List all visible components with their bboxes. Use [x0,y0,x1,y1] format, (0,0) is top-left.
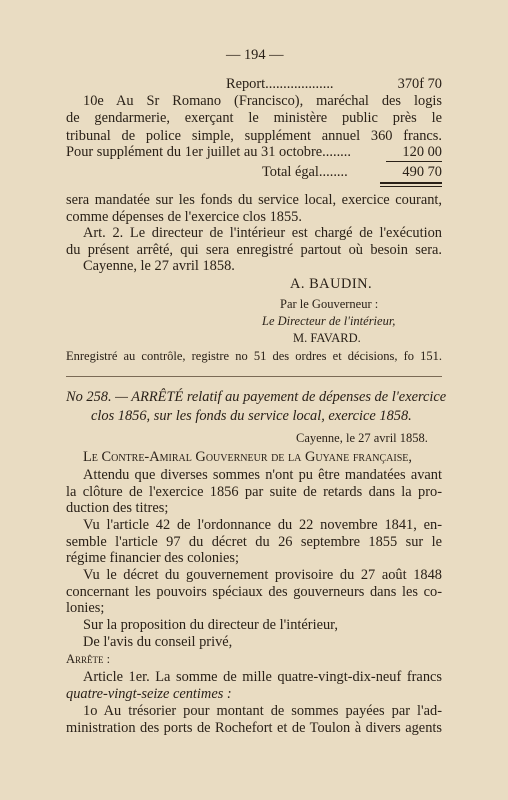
decree-line-6: semble l'article 97 du décret du 26 septembre 1855 sur le [66,534,442,550]
decree-line-15: quatre-vingt-seize centimes : [66,686,232,702]
item10-line4 [66,144,442,160]
decree-line-8: Vu le décret du gouvernement provisoire du 27 août 1848 [83,567,442,583]
total-line [262,164,442,180]
decree-line-3: la clôture de l'exercice 1856 par suite de retards dans la pro- [66,484,442,500]
registration-note: Enregistré au contrôle, registre no 51 des ordres et décisions, fo 151. [66,349,442,363]
decree-date: Cayenne, le 27 avril 1858. [296,431,428,445]
director-name: M. FAVARD. [293,331,361,345]
decree-line-16: 1o Au trésorier pour montant de sommes payées par l'ad- [83,703,442,719]
item10-line3: tribunal de police simple, supplément annuel 360 francs. [66,128,442,144]
total-rule-thick [380,182,442,184]
total-amount: 490 70 [402,164,442,180]
report-amount: 370f 70 [397,76,442,92]
decree-line-4: duction des titres; [66,500,169,516]
section-divider [66,376,442,377]
para-line-1: sera mandatée sur les fonds du service local, exercice courant, [66,192,442,208]
decree-line-12: De l'avis du conseil privé, [83,634,233,650]
total-label: Total égal........ [262,164,348,180]
para-line-4: du présent arrêté, qui sera enregistré partout où besoin sera. [66,242,442,258]
signature-name: A. BAUDIN. [290,276,373,292]
report-label: Report................... [226,76,334,92]
decree-line-2: Attendu que diverses sommes n'ont pu être mandatées avant [83,467,442,483]
para-line-2: comme dépenses de l'exercice clos 1855. [66,209,302,225]
page-number: — 194 — [226,47,284,63]
item10-line4-amount: 120 00 [402,144,442,160]
decree-heading-2: clos 1856, sur les fonds du service local, exercice 1858. [91,408,412,424]
decree-arrete: Arrête : [66,652,111,666]
report-line [226,76,442,92]
item10-line1: 10e Au Sr Romano (Francisco), maréchal des logis [83,93,442,109]
decree-line-14: Article 1er. La somme de mille quatre-vingt-dix-neuf francs [83,669,442,685]
decree-line-5: Vu l'article 42 de l'ordonnance du 22 novembre 1841, en- [83,517,442,533]
director-title: Le Directeur de l'intérieur, [262,314,396,328]
para-line-3: Art. 2. Le directeur de l'intérieur est chargé de l'exécution [83,225,442,241]
decree-heading-1: No 258. — ARRÊTÉ relatif au payement de dépenses de l'exercice [66,389,447,405]
item10-line2: de gendarmerie, exerçant le ministère public près le [66,110,442,126]
subtotal-rule [386,161,442,162]
decree-line-17: ministration des ports de Rochefort et de Toulon à divers agents [66,720,442,736]
decree-line-10: lonies; [66,600,105,616]
decree-line-9: concernant les pouvoirs spéciaux des gouverneurs dans les co- [66,584,442,600]
total-rule-thin [380,186,442,187]
by-governor: Par le Gouverneur : [280,297,379,311]
decree-line-1: Le Contre-Amiral Gouverneur de la Guyane française, [83,449,412,465]
decree-line-11: Sur la proposition du directeur de l'intérieur, [83,617,338,633]
para-date: Cayenne, le 27 avril 1858. [83,258,235,274]
item10-line4-label: Pour supplément du 1er juillet au 31 octobre........ [66,144,351,160]
decree-line-7: régime financier des colonies; [66,550,240,566]
